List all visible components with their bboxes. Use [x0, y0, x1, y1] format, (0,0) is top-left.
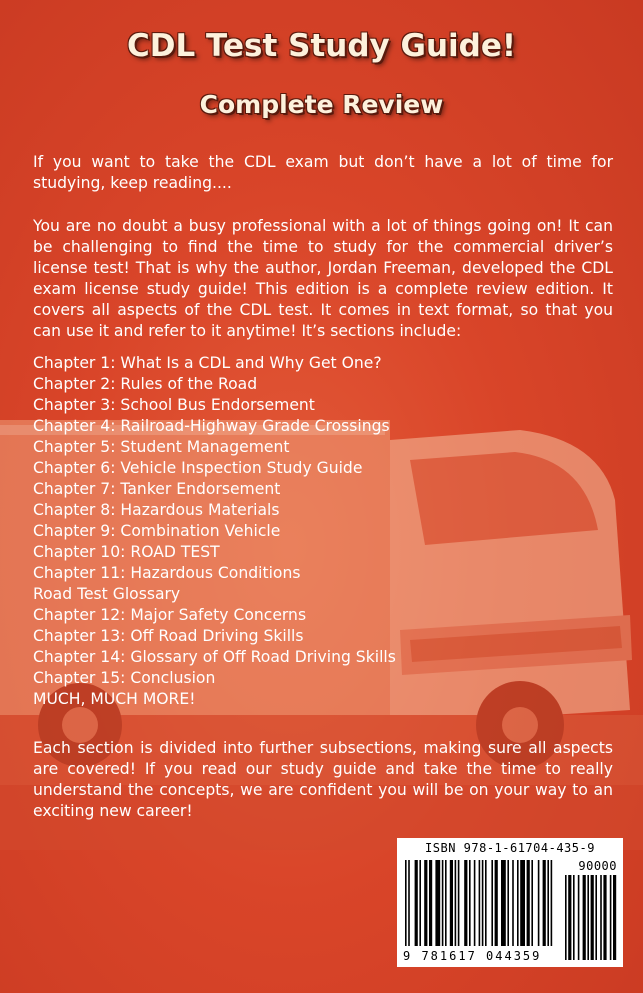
- chapter-item: Road Test Glossary: [33, 585, 181, 603]
- chapter-item: Chapter 2: Rules of the Road: [33, 375, 258, 393]
- chapter-item: Chapter 12: Major Safety Concerns: [33, 606, 307, 624]
- description-paragraph: [33, 216, 613, 342]
- chapter-item: Chapter 10: ROAD TEST: [33, 543, 220, 561]
- ean-number: 9 781617 044359: [403, 949, 542, 963]
- chapter-item: Chapter 6: Vehicle Inspection Study Guide: [33, 459, 363, 477]
- chapter-item: Chapter 8: Hazardous Materials: [33, 501, 280, 519]
- chapter-item: Chapter 15: Conclusion: [33, 669, 216, 687]
- isbn-barcode: [397, 838, 623, 967]
- intro-paragraph: [33, 152, 613, 194]
- chapter-item: Chapter 13: Off Road Driving Skills: [33, 627, 304, 645]
- intro-text: If you want to take the CDL exam but don’t have a lot of time for studying, keep reading....: [33, 153, 613, 192]
- chapter-item: Chapter 7: Tanker Endorsement: [33, 480, 281, 498]
- cover-title: CDL Test Study Guide!: [126, 28, 517, 64]
- closing-text: Each section is divided into further subsections, making sure all aspects are covered! If you read our study guide and take the time to really understand the concepts, we are confident you will be on your way to an exciting new career!: [33, 739, 613, 820]
- chapter-item: MUCH, MUCH MORE!: [33, 690, 196, 708]
- barcode-bars: [397, 838, 623, 967]
- chapter-item: Chapter 1: What Is a CDL and Why Get One?: [33, 354, 382, 372]
- price-addon-code: 90000: [578, 859, 617, 873]
- closing-paragraph: [33, 738, 613, 822]
- chapter-item: Chapter 3: School Bus Endorsement: [33, 396, 315, 414]
- chapter-item: Chapter 11: Hazardous Conditions: [33, 564, 301, 582]
- chapter-item: Chapter 4: Railroad-Highway Grade Crossings: [33, 417, 390, 435]
- isbn-label: ISBN 978-1-61704-435-9: [425, 841, 595, 855]
- chapter-item: Chapter 14: Glossary of Off Road Driving Skills: [33, 648, 396, 666]
- chapter-item: Chapter 5: Student Management: [33, 438, 290, 456]
- chapter-list: [33, 353, 396, 710]
- description-text: You are no doubt a busy professional with a lot of things going on! It can be challenging to find the time to study for the commercial driver’s license test! That is why the author, Jordan Freeman, developed the CDL exam license study guide! This edition is a complete review edition. It covers all aspects of the CDL test. It comes in text format, so that you can use it and refer to it anytime! It’s sections include:: [33, 217, 613, 340]
- cover-subtitle: Complete Review: [199, 90, 444, 119]
- chapter-item: Chapter 9: Combination Vehicle: [33, 522, 281, 540]
